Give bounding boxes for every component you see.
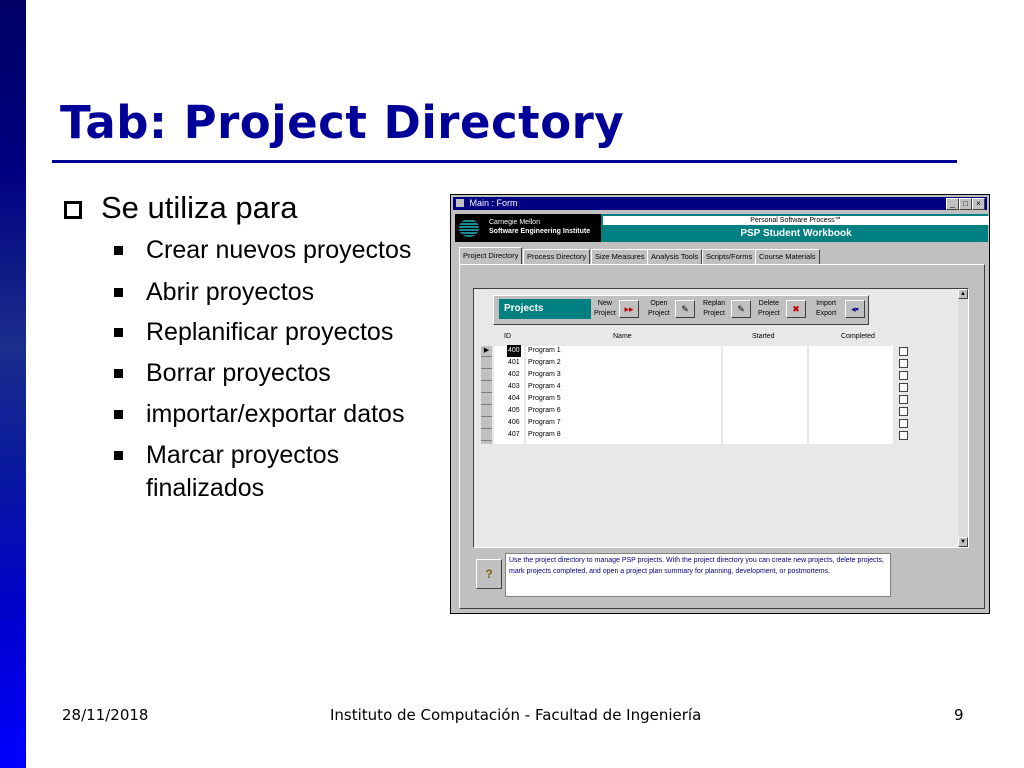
square-bullet-icon [114, 246, 123, 255]
square-bullet-icon [114, 410, 123, 419]
new-project-label: New Project [594, 300, 616, 317]
vertical-scrollbar[interactable] [958, 289, 968, 547]
row-name[interactable]: Program 2 [528, 359, 561, 366]
row-name[interactable]: Program 8 [528, 431, 561, 438]
completed-checkbox[interactable] [899, 431, 908, 440]
sub-bullet-text: Abrir proyectos [146, 278, 315, 306]
sub-bullet-text: Borrar proyectos [146, 359, 331, 387]
row-selector[interactable] [481, 430, 492, 441]
projects-section-label: Projects [499, 299, 591, 319]
row-name[interactable]: Program 5 [528, 395, 561, 402]
completed-checkbox[interactable] [899, 419, 908, 428]
square-bullet-icon [114, 328, 123, 337]
workbook-title: PSP Student Workbook [740, 228, 852, 239]
sub-bullet-text: importar/exportar datos [146, 400, 405, 428]
row-name[interactable]: Program 6 [528, 407, 561, 414]
globe-icon [459, 219, 479, 237]
square-bullet-icon [114, 451, 123, 460]
scroll-down-arrow-icon[interactable]: ▼ [958, 537, 968, 547]
tab-project-directory[interactable]: Project Directory [459, 247, 522, 265]
row-name[interactable]: Program 3 [528, 371, 561, 378]
completed-checkbox[interactable] [899, 347, 908, 356]
column-header-name: Name [613, 333, 632, 340]
tab-size-measures[interactable]: Size Measures [591, 249, 649, 265]
window-title: Main : Form [469, 198, 518, 208]
row-id[interactable]: 402 [508, 371, 520, 378]
close-button[interactable]: × [972, 198, 985, 210]
import-export-label: Import Export [816, 300, 837, 317]
row-id[interactable]: 406 [508, 419, 520, 426]
completed-checkbox[interactable] [899, 383, 908, 392]
row-id[interactable]: 401 [508, 359, 520, 366]
row-selector[interactable] [481, 394, 492, 405]
tab-scripts-forms[interactable]: Scripts/Forms [702, 249, 756, 265]
completed-checkbox[interactable] [899, 371, 908, 380]
slide-title: Tab: Project Directory [60, 96, 625, 149]
row-name[interactable]: Program 1 [528, 347, 561, 354]
psp-main-form-window [450, 194, 990, 614]
delete-project-button[interactable]: ✖ [786, 300, 806, 318]
logo-text-line1: Carnegie Mellon [489, 219, 540, 226]
row-selector[interactable] [481, 418, 492, 429]
tab-course-materials[interactable]: Course Materials [755, 249, 820, 265]
sei-logo [455, 214, 601, 242]
replan-project-label: Replan Project [703, 300, 726, 317]
column-header-id: ID [504, 333, 511, 340]
tab-process-directory[interactable]: Process Directory [523, 249, 590, 265]
import-export-button[interactable]: ◂▪ [845, 300, 865, 318]
tab-analysis-tools[interactable]: Analysis Tools [647, 249, 702, 265]
hollow-square-bullet-icon [64, 201, 82, 219]
slide-sidebar-bar [0, 0, 26, 768]
completed-checkbox[interactable] [899, 395, 908, 404]
row-selector[interactable] [481, 370, 492, 381]
footer-date: 28/11/2018 [62, 706, 149, 724]
main-bullet-text: Se utiliza para [101, 190, 298, 225]
square-bullet-icon [114, 369, 123, 378]
completed-column-cells [809, 346, 893, 444]
help-question-icon: ? [485, 567, 493, 581]
row-id[interactable]: 404 [508, 395, 520, 402]
row-id[interactable]: 407 [508, 431, 520, 438]
footer-institution: Instituto de Computación - Facultad de Ingeniería [330, 706, 702, 724]
open-project-button[interactable]: ✎ [675, 300, 695, 318]
row-id[interactable]: 400 [507, 345, 521, 357]
row-selector-column [481, 346, 492, 444]
scroll-up-arrow-icon[interactable]: ▲ [958, 289, 968, 299]
column-header-completed: Completed [841, 333, 875, 340]
square-bullet-icon [114, 288, 123, 297]
help-button[interactable] [476, 559, 502, 589]
psp-subtitle: Personal Software Process℠ [603, 216, 989, 225]
completed-checkbox[interactable] [899, 359, 908, 368]
sub-bullet-text: Replanificar proyectos [146, 318, 394, 346]
row-name[interactable]: Program 7 [528, 419, 561, 426]
footer-page-number: 9 [954, 706, 964, 724]
row-selector[interactable] [481, 358, 492, 369]
open-project-label: Open Project [648, 300, 670, 317]
project-grid [481, 346, 899, 444]
new-project-button[interactable]: ▸▸ [619, 300, 639, 318]
maximize-button[interactable]: □ [959, 198, 972, 210]
sub-bullet-text: Crear nuevos proyectos [146, 236, 412, 264]
row-selector[interactable] [481, 406, 492, 417]
logo-text-line2: Software Engineering Institute [489, 228, 591, 235]
row-selector[interactable] [481, 382, 492, 393]
row-id[interactable]: 403 [508, 383, 520, 390]
window-titlebar[interactable] [453, 197, 987, 210]
minimize-button[interactable]: _ [946, 198, 959, 210]
delete-project-label: Delete Project [758, 300, 780, 317]
started-column-cells [723, 346, 807, 444]
help-description-text: Use the project directory to manage PSP projects. With the project directory you can create new projects, delete projects, mark projects completed, and open a project plan summary for planning, development, or postmortems. [505, 553, 891, 597]
title-underline [52, 160, 957, 163]
row-id[interactable]: 405 [508, 407, 520, 414]
workbook-header [455, 214, 988, 242]
current-row-arrow-icon[interactable]: ▶ [481, 346, 492, 357]
sub-bullet-text: Marcar proyectos finalizados [146, 441, 340, 502]
row-name[interactable]: Program 4 [528, 383, 561, 390]
column-header-started: Started [752, 333, 775, 340]
replan-project-button[interactable]: ✎ [731, 300, 751, 318]
completed-checkbox[interactable] [899, 407, 908, 416]
form-icon [456, 199, 464, 207]
